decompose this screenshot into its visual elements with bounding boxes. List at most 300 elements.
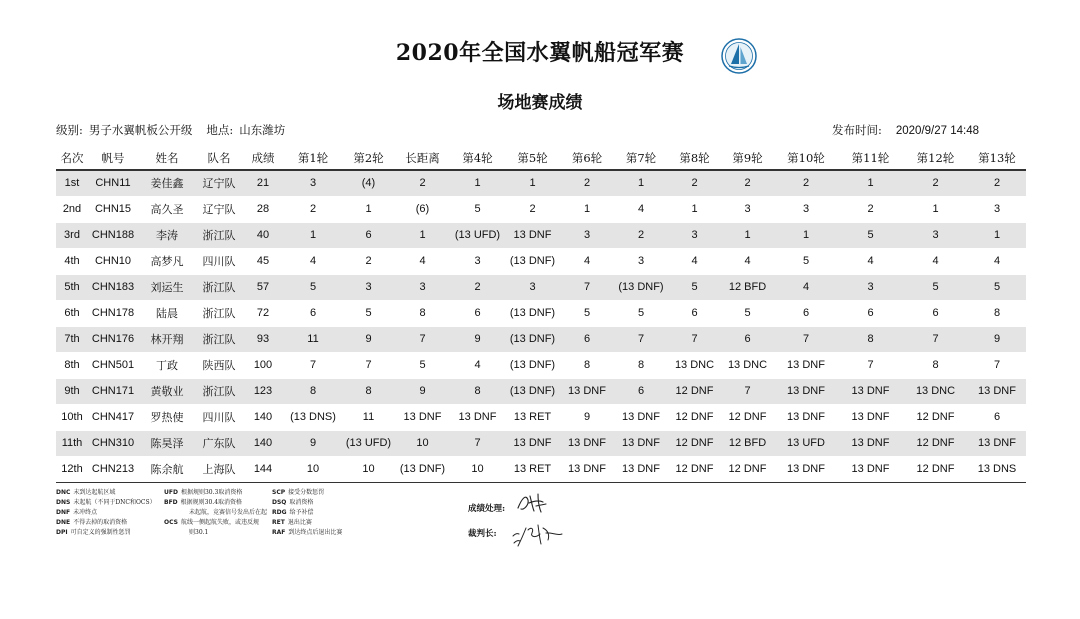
legend-description: 根据规则30.3取消资格 [180, 489, 243, 496]
column-header: 名次 [60, 150, 84, 165]
race-score-cell: 1 [505, 170, 560, 196]
legend-description: 未到达起航区域 [73, 489, 116, 496]
race-score-cell: 12 BFD [721, 430, 774, 456]
total-score-cell: 72 [256, 307, 270, 319]
race-score-cell: 4 [309, 255, 317, 267]
race-score-cell: 2 [309, 203, 317, 215]
race-score-cell: 12 DNF [916, 463, 955, 475]
race-score-cell: 13 DNF [838, 378, 903, 404]
name-cell: 姜佳鑫 [138, 170, 196, 196]
race-score-cell: 7 [993, 359, 1001, 371]
race-score-cell: 12 DNF [675, 463, 714, 475]
race-score-cell: 4 [583, 255, 591, 267]
legend-item [56, 498, 156, 508]
legend-code: DSQ [272, 499, 287, 506]
race-score-cell: 4 [637, 203, 645, 215]
name-cell: 陈余航 [150, 464, 184, 476]
event-meta [56, 122, 291, 138]
race-score-cell: 3 [474, 255, 481, 267]
race-score-cell: 3 [838, 274, 903, 300]
race-score-cell: (13 UFD) [342, 430, 395, 456]
rank-cell: 4th [64, 255, 80, 267]
race-score-cell: 5 [838, 222, 903, 248]
team-cell: 浙江队 [196, 326, 242, 352]
table-row [56, 222, 1026, 248]
race-score-cell: 3 [395, 274, 450, 300]
race-score-cell: 13 DNF [787, 359, 825, 371]
table-row [56, 456, 1026, 482]
race-score-cell: 3 [903, 222, 968, 248]
race-score-cell: 1 [691, 203, 698, 215]
publish-time [832, 122, 979, 138]
race-score-cell: 8 [450, 378, 505, 404]
legend-code: OCS [164, 519, 178, 526]
rank-cell: 1st [56, 170, 88, 196]
race-score-cell: 3 [668, 222, 721, 248]
race-score-cell: 2 [450, 274, 505, 300]
column-header: 第4轮 [462, 150, 493, 165]
total-score-cell: 45 [256, 255, 270, 267]
sail-number-cell: CHN501 [91, 359, 135, 371]
race-score-cell: 5 [903, 274, 968, 300]
race-score-cell: 1 [614, 170, 668, 196]
race-score-cell: 13 DNC [903, 378, 968, 404]
name-cell: 林开翔 [138, 326, 196, 352]
legend-item [272, 518, 342, 528]
race-score-cell: 13 DNF [787, 411, 825, 423]
legend-item [164, 508, 267, 518]
race-score-cell: (13 DNF) [509, 359, 556, 371]
legend-item [56, 518, 156, 528]
column-header: 第2轮 [353, 150, 384, 165]
legend-item [272, 498, 342, 508]
rank-cell: 12th [61, 463, 83, 475]
race-score-cell: 2 [903, 170, 968, 196]
race-score-cell: 4 [474, 359, 481, 371]
team-cell: 辽宁队 [196, 170, 242, 196]
legend-item [164, 498, 267, 508]
race-score-cell: 6 [867, 307, 874, 319]
race-score-cell: 2 [721, 170, 774, 196]
race-score-cell: 10 [362, 463, 375, 475]
race-score-cell: 6 [560, 326, 614, 352]
race-score-cell: 8 [932, 359, 939, 371]
race-score-cell: 3 [744, 203, 751, 215]
race-score-cell: 12 DNF [668, 378, 721, 404]
race-score-cell: 7 [450, 430, 505, 456]
team-cell: 浙江队 [196, 274, 242, 300]
sail-number-cell: CHN10 [94, 255, 132, 267]
total-score-cell: 57 [242, 274, 284, 300]
race-score-cell: 6 [474, 307, 481, 319]
race-score-cell: 8 [342, 378, 395, 404]
race-score-cell: 13 DNF [614, 430, 668, 456]
race-score-cell: 4 [932, 255, 939, 267]
total-score-cell: 40 [242, 222, 284, 248]
race-score-cell: 13 DNF [458, 411, 497, 423]
race-score-cell: 12 BFD [721, 274, 774, 300]
legend-code: SCP [272, 489, 286, 496]
legend-item [56, 488, 156, 498]
race-score-cell: 1 [450, 170, 505, 196]
race-score-cell: 5 [744, 307, 751, 319]
race-score-cell: 12 DNF [668, 430, 721, 456]
race-score-cell: 13 DNF [568, 463, 606, 475]
total-score-cell: 144 [253, 463, 273, 475]
race-score-cell: 8 [637, 359, 645, 371]
name-cell: 陆晨 [156, 308, 178, 320]
table-header-row [56, 146, 1026, 170]
legend-code: DNE [56, 519, 71, 526]
race-score-cell: 13 DNF [851, 411, 890, 423]
total-score-cell: 100 [253, 359, 273, 371]
legend-item [272, 488, 342, 498]
name-cell: 罗热使 [150, 412, 184, 424]
publish-label: 发布时间: [832, 123, 882, 137]
rank-cell: 2nd [62, 203, 82, 215]
legend-description: 到达终点后退出比赛 [288, 529, 343, 536]
legend-code: RDG [272, 509, 287, 516]
legend-description: 给予补偿 [289, 509, 314, 516]
column-header: 第12轮 [916, 150, 955, 165]
race-score-cell: 12 DNF [728, 463, 767, 475]
race-score-cell: (13 DNF) [505, 326, 560, 352]
race-score-cell: 4 [774, 274, 838, 300]
race-score-cell: 13 DNF [851, 463, 890, 475]
legend-code: RET [272, 519, 285, 526]
race-score-cell: 1 [721, 222, 774, 248]
race-score-cell: 3 [560, 222, 614, 248]
column-header: 姓名 [155, 150, 179, 165]
rank-cell: 11th [56, 430, 88, 456]
legend-item [164, 488, 267, 498]
column-header: 第1轮 [297, 150, 329, 165]
race-score-cell: 6 [802, 307, 810, 319]
race-score-cell: 13 DNC [727, 359, 768, 371]
race-score-cell: 9 [583, 411, 591, 423]
race-score-cell: 9 [284, 430, 342, 456]
location-label: 地点: [206, 123, 234, 137]
legend-column-2 [164, 488, 267, 538]
race-score-cell: 13 RET [513, 411, 552, 423]
team-cell: 浙江队 [202, 308, 236, 320]
race-score-cell: 10 [471, 463, 484, 475]
level-value: 男子水翼帆板公开级 [88, 123, 193, 137]
legend-code: RAF [272, 529, 286, 536]
race-score-cell: 13 RET [513, 463, 552, 475]
table-row [56, 170, 1026, 196]
level-label: 级别: [56, 123, 83, 137]
legend-column-1 [56, 488, 156, 538]
race-score-cell: 6 [993, 411, 1001, 423]
regatta-logo-icon [721, 38, 757, 74]
team-cell: 浙江队 [196, 222, 242, 248]
table-row [56, 352, 1026, 378]
race-score-cell: 7 [774, 326, 838, 352]
name-cell: 黄敬业 [138, 378, 196, 404]
race-score-cell: 4 [867, 255, 874, 267]
race-score-cell: (13 DNF) [505, 378, 560, 404]
results-processor-label: 成绩处理: [468, 504, 506, 514]
race-score-cell: 13 DNF [505, 430, 560, 456]
race-score-cell: 13 UFD [774, 430, 838, 456]
race-score-cell: 5 [968, 274, 1026, 300]
race-score-cell: 13 DNF [622, 411, 660, 423]
race-score-cell: 13 DNF [505, 222, 560, 248]
sail-number-cell: CHN183 [88, 274, 138, 300]
race-score-cell: (13 DNF) [509, 307, 556, 319]
table-row [56, 404, 1026, 430]
sail-number-cell: CHN188 [88, 222, 138, 248]
race-score-cell: 6 [614, 378, 668, 404]
column-header: 第8轮 [679, 150, 710, 165]
location-value: 山东潍坊 [239, 123, 286, 137]
race-score-cell: 12 DNF [728, 411, 767, 423]
legend-description: 不得去掉的取消资格 [73, 519, 128, 526]
column-header: 第13轮 [978, 150, 1016, 165]
race-score-cell: 4 [744, 255, 751, 267]
sail-number-cell: CHN310 [88, 430, 138, 456]
rank-cell: 5th [56, 274, 88, 300]
legend-description: 未冲终点 [73, 509, 98, 516]
race-score-cell: 3 [284, 170, 342, 196]
column-header: 第11轮 [851, 150, 890, 165]
name-cell: 刘运生 [138, 274, 196, 300]
name-cell: 陈昊泽 [138, 430, 196, 456]
race-score-cell: 13 DNF [560, 430, 614, 456]
team-cell: 广东队 [196, 430, 242, 456]
total-score-cell: 140 [253, 411, 273, 423]
race-score-cell: 9 [395, 378, 450, 404]
sail-number-cell: CHN178 [91, 307, 135, 319]
race-score-cell: 13 DNF [774, 378, 838, 404]
race-score-cell: 13 DNF [968, 430, 1026, 456]
referee-signature [510, 518, 566, 552]
race-score-cell: 1 [838, 170, 903, 196]
legend-code: DPI [56, 529, 68, 536]
legend-item [164, 518, 267, 528]
race-score-cell: 5 [474, 203, 481, 215]
rank-cell: 7th [56, 326, 88, 352]
legend-column-3 [272, 488, 342, 538]
table-row [56, 248, 1026, 274]
column-header: 队名 [207, 150, 231, 165]
race-score-cell: 7 [721, 378, 774, 404]
race-score-cell: 6 [932, 307, 939, 319]
legend-description: 取消资格 [289, 499, 314, 506]
race-score-cell: 10 [395, 430, 450, 456]
race-score-cell: 7 [903, 326, 968, 352]
race-score-cell: 13 DNF [622, 463, 660, 475]
name-cell: 李涛 [138, 222, 196, 248]
race-score-cell: 3 [802, 203, 810, 215]
rank-cell: 10th [61, 411, 83, 423]
total-score-cell: 93 [242, 326, 284, 352]
race-score-cell: 6 [309, 307, 317, 319]
legend-item [56, 508, 156, 518]
race-score-cell: 7 [668, 326, 721, 352]
race-score-cell: 7 [365, 359, 372, 371]
legend-description: 接受分数惩罚 [288, 489, 325, 496]
race-score-cell: 2 [867, 203, 874, 215]
race-score-cell: 3 [342, 274, 395, 300]
team-cell: 四川队 [202, 412, 236, 424]
race-score-cell: 5 [284, 274, 342, 300]
race-score-cell: 5 [637, 307, 645, 319]
race-score-cell: 5 [419, 359, 426, 371]
publish-value: 2020/9/27 14:48 [895, 125, 980, 137]
results-table [56, 146, 1026, 483]
race-score-cell: 8 [583, 359, 591, 371]
race-score-cell: 5 [583, 307, 591, 319]
column-header: 帆号 [101, 150, 125, 165]
legend-description: 则30.1 [189, 529, 209, 536]
race-score-cell: 7 [395, 326, 450, 352]
race-score-cell: 4 [993, 255, 1001, 267]
sail-number-cell: CHN15 [94, 203, 132, 215]
column-header: 第6轮 [571, 150, 603, 165]
race-score-cell: 13 DNF [560, 378, 614, 404]
legend-description: 未起航（不同于DNC和OCS） [73, 499, 156, 506]
column-header: 第10轮 [787, 150, 825, 165]
table-row [56, 196, 1026, 222]
table-row [56, 300, 1026, 326]
race-score-cell: 5 [802, 255, 810, 267]
race-score-cell: 6 [721, 326, 774, 352]
legend-code: BFD [164, 499, 178, 506]
race-score-cell: 13 DNC [674, 359, 715, 371]
race-score-cell: 1 [395, 222, 450, 248]
race-score-cell: 5 [668, 274, 721, 300]
race-score-cell: 7 [614, 326, 668, 352]
race-score-cell: 2 [395, 170, 450, 196]
race-score-cell: 13 DNF [787, 463, 825, 475]
sail-number-cell: CHN11 [88, 170, 138, 196]
race-score-cell: 8 [838, 326, 903, 352]
race-score-cell: 2 [668, 170, 721, 196]
race-score-cell: 6 [691, 307, 698, 319]
race-score-cell: 9 [342, 326, 395, 352]
name-cell: 高梦凡 [150, 256, 184, 268]
legend-description: 退出比赛 [287, 519, 312, 526]
total-score-cell: 21 [242, 170, 284, 196]
team-cell: 辽宁队 [202, 204, 236, 216]
race-score-cell: 11 [362, 411, 375, 423]
race-score-cell: (13 DNF) [399, 463, 446, 475]
race-score-cell: 2 [529, 203, 536, 215]
total-score-cell: 28 [256, 203, 270, 215]
rank-cell: 9th [56, 378, 88, 404]
column-header: 第5轮 [517, 150, 548, 165]
sail-number-cell: CHN176 [88, 326, 138, 352]
race-score-cell: 9 [450, 326, 505, 352]
chief-referee-label: 裁判长: [468, 529, 497, 539]
race-score-cell: 3 [637, 255, 645, 267]
race-score-cell: 2 [614, 222, 668, 248]
race-score-cell: 9 [968, 326, 1026, 352]
race-score-cell: (13 UFD) [450, 222, 505, 248]
race-score-cell: 4 [419, 255, 426, 267]
race-score-cell: 1 [932, 203, 939, 215]
race-score-cell: 1 [365, 203, 372, 215]
column-header: 成绩 [251, 150, 275, 165]
total-score-cell: 123 [242, 378, 284, 404]
race-score-cell: 11 [284, 326, 342, 352]
race-score-cell: 12 DNF [916, 411, 955, 423]
race-score-cell: 12 DNF [903, 430, 968, 456]
race-score-cell: 13 DNS [977, 463, 1017, 475]
race-score-cell: (13 DNS) [290, 411, 336, 423]
race-score-cell: 3 [505, 274, 560, 300]
table-row [56, 430, 1026, 456]
race-score-cell: 2 [365, 255, 372, 267]
race-score-cell: 1 [583, 203, 591, 215]
legend-code: DNF [56, 509, 71, 516]
race-score-cell: 13 DNF [838, 430, 903, 456]
race-score-cell: 2 [968, 170, 1026, 196]
race-score-cell: 10 [306, 463, 320, 475]
table-row [56, 274, 1026, 300]
legend-item [164, 528, 267, 538]
race-score-cell: 7 [867, 359, 874, 371]
race-score-cell: 1 [774, 222, 838, 248]
race-score-cell: 2 [774, 170, 838, 196]
race-score-cell: (13 DNF) [614, 274, 668, 300]
race-score-cell: 6 [342, 222, 395, 248]
race-score-cell: 13 DNF [403, 411, 442, 423]
race-score-cell: (4) [342, 170, 395, 196]
rank-cell: 6th [64, 307, 80, 319]
race-score-cell: 2 [560, 170, 614, 196]
race-score-cell: 5 [365, 307, 372, 319]
table-body [56, 170, 1026, 482]
race-score-cell: 4 [691, 255, 698, 267]
race-score-cell: 3 [993, 203, 1001, 215]
rank-cell: 3rd [56, 222, 88, 248]
table-row [56, 326, 1026, 352]
race-score-cell: 7 [560, 274, 614, 300]
results-signature [512, 490, 558, 516]
legend-code: UFD [164, 489, 178, 496]
team-cell: 上海队 [202, 464, 236, 476]
race-score-cell: 8 [993, 307, 1001, 319]
legend-description: 根据规则30.4取消资格 [180, 499, 243, 506]
page-title: 2020年全国水翼帆船冠军赛 [395, 40, 685, 66]
race-score-cell: 8 [419, 307, 426, 319]
sail-number-cell: CHN213 [91, 463, 135, 475]
legend-description: 航线一侧起航失败，或违反规 [180, 519, 259, 526]
legend-item [272, 528, 342, 538]
name-cell: 丁政 [156, 360, 178, 372]
page-subtitle: 场地赛成绩 [497, 93, 583, 113]
legend-item [56, 528, 156, 538]
column-header: 第7轮 [625, 150, 657, 165]
race-score-cell: 8 [284, 378, 342, 404]
legend-code: DNS [56, 499, 71, 506]
sail-number-cell: CHN171 [88, 378, 138, 404]
legend-description: 可自定义的强制性惩罚 [70, 529, 131, 536]
sail-number-cell: CHN417 [91, 411, 135, 423]
team-cell: 四川队 [202, 256, 236, 268]
race-score-cell: 12 DNF [675, 411, 714, 423]
race-score-cell: 13 DNF [968, 378, 1026, 404]
column-header: 第9轮 [732, 150, 763, 165]
race-score-cell: 7 [309, 359, 317, 371]
race-score-cell: (13 DNF) [509, 255, 556, 267]
legend-description: 未起航，竞赛信号发出后在起 [189, 509, 268, 516]
table-row [56, 378, 1026, 404]
legend-code: DNC [56, 489, 71, 496]
